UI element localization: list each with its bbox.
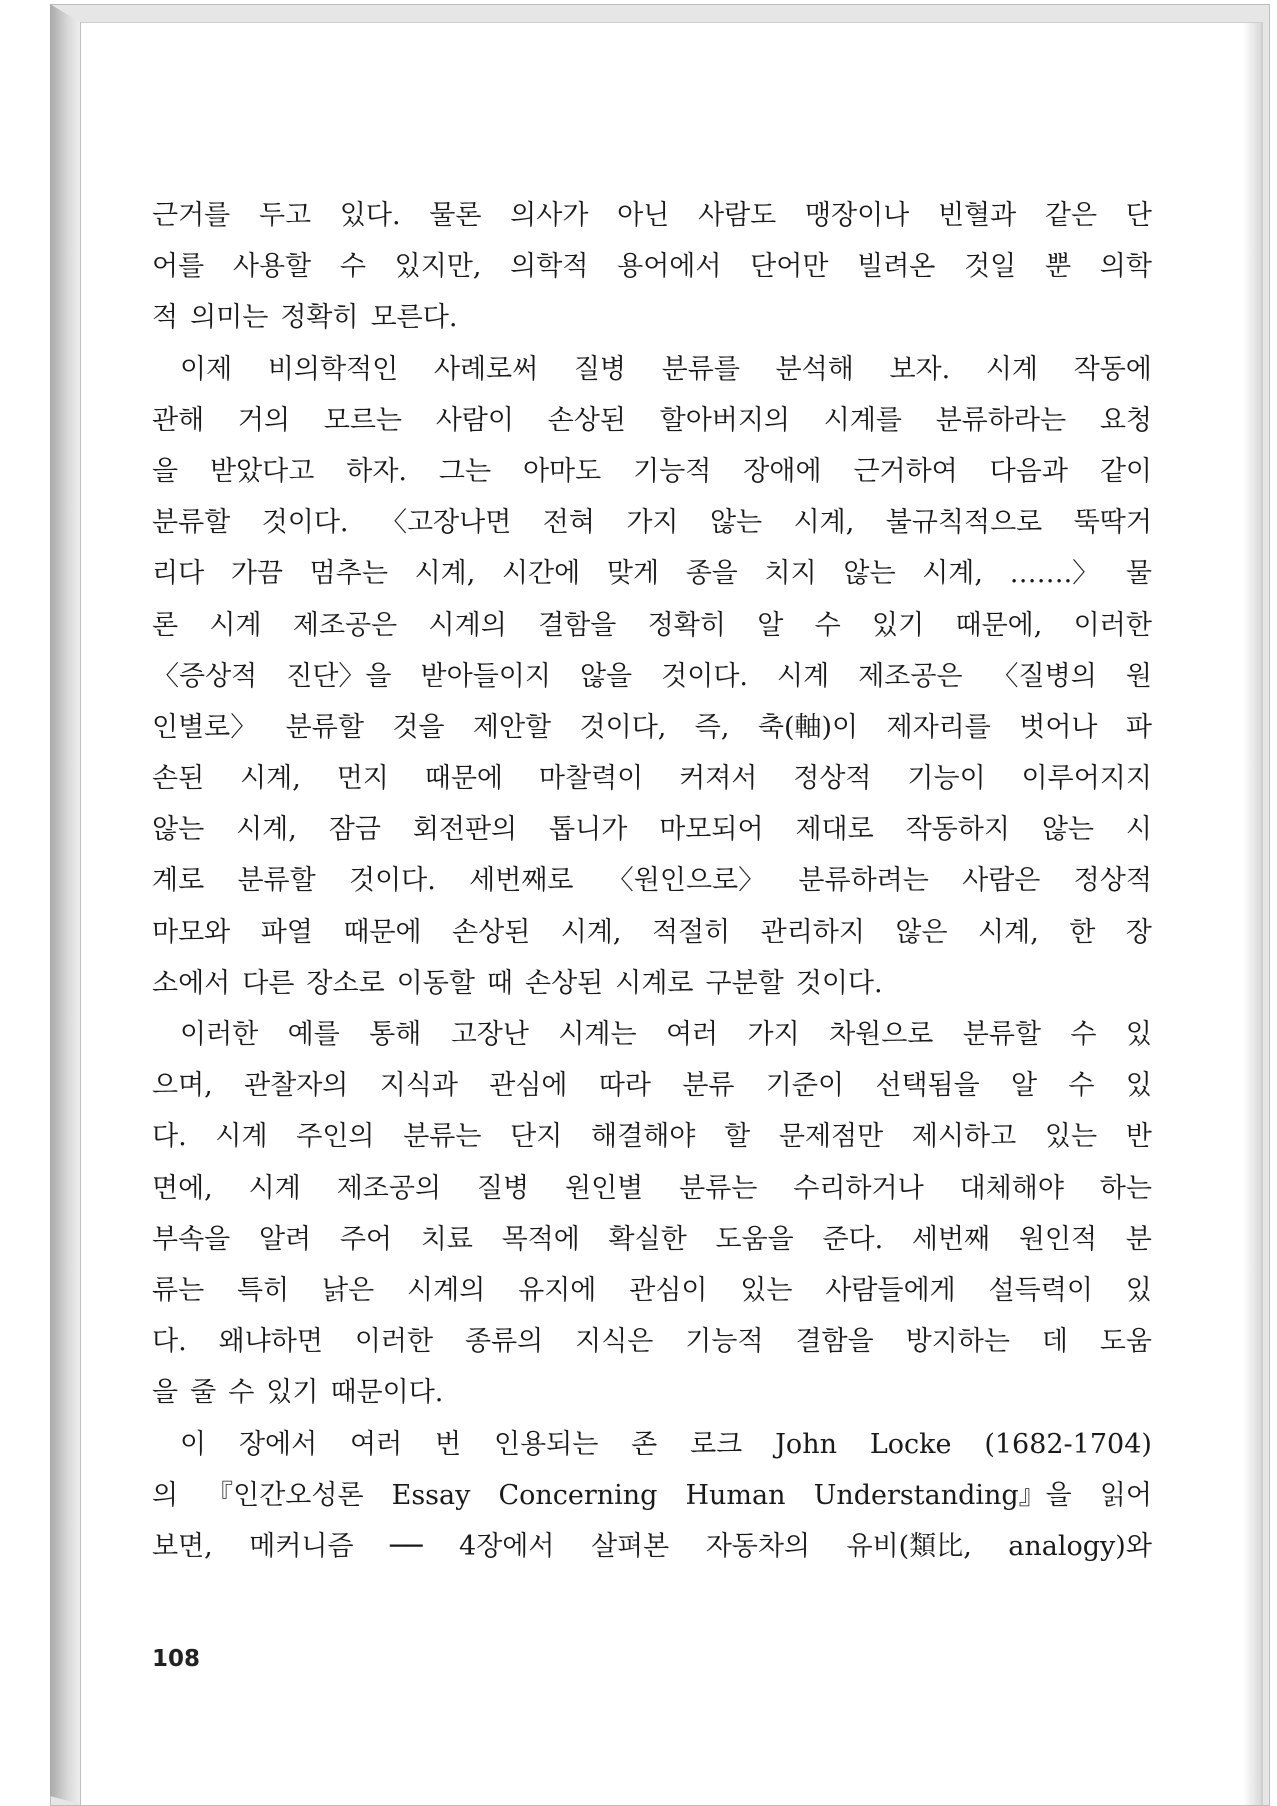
text-line: 으며, 관찰자의 지식과 관심에 따라 분류 기준이 선택됨을 알 수 있 (152, 1070, 1152, 1102)
text-line: 부속을 알려 주어 치료 목적에 확실한 도움을 준다. 세번째 원인적 분 (152, 1223, 1152, 1255)
text-line: 보면, 메커니즘 ── 4장에서 살펴본 자동차의 유비(類比, analogy)와 (152, 1530, 1152, 1562)
text-line: 근거를 두고 있다. 물론 의사가 아닌 사람도 맹장이나 빈혈과 같은 단 (152, 200, 1152, 231)
text-line: 관해 거의 모르는 사람이 손상된 할아버지의 시계를 분류하라는 요청 (152, 404, 1152, 436)
body-text (152, 190, 1152, 1572)
text-line: 리다 가끔 멈추는 시계, 시간에 맞게 종을 치지 않는 시계, …….〉 물 (152, 558, 1152, 590)
text-line: 이러한 예를 통해 고장난 시계는 여러 가지 차원으로 분류할 수 있 (180, 1019, 1152, 1050)
text-line: 을 받았다고 하자. 그는 아마도 기능적 장애에 근거하여 다음과 같이 (152, 455, 1152, 487)
text-line: 론 시계 제조공은 시계의 결함을 정확히 알 수 있기 때문에, 이러한 (152, 609, 1152, 641)
text-line: 어를 사용할 수 있지만, 의학적 용어에서 단어만 빌려온 것일 뿐 의학 (152, 251, 1152, 283)
book-spine-edge (50, 4, 80, 1804)
text-line: 마모와 파열 때문에 손상된 시계, 적절히 관리하지 않은 시계, 한 장 (152, 916, 1152, 948)
text-line: 분류할 것이다. 〈고장나면 전혀 가지 않는 시계, 불규칙적으로 뚝딱거 (152, 507, 1152, 539)
text-line: 계로 분류할 것이다. 세번째로 〈원인으로〉 분류하려는 사람은 정상적 (152, 865, 1152, 897)
text-line: 이제 비의학적인 사례로써 질병 분류를 분석해 보자. 시계 작동에 (180, 353, 1152, 385)
text-line: 다. 왜냐하면 이러한 종류의 지식은 기능적 결함을 방지하는 데 도움 (152, 1326, 1152, 1358)
text-line: 않는 시계, 잠금 회전판의 톱니가 마모되어 제대로 작동하지 않는 시 (152, 814, 1152, 846)
text-line: 적 의미는 정확히 모른다. (152, 302, 458, 334)
text-line: 손된 시계, 먼지 때문에 마찰력이 커져서 정상적 기능이 이루어지지 (152, 763, 1152, 795)
text-line: 면에, 시계 제조공의 질병 원인별 분류는 수리하거나 대체해야 하는 (152, 1172, 1152, 1204)
text-line: 류는 특히 낡은 시계의 유지에 관심이 있는 사람들에게 설득력이 있 (152, 1274, 1152, 1306)
text-line: 소에서 다른 장소로 이동할 때 손상된 시계로 구분할 것이다. (152, 967, 883, 999)
page-number: 108 (152, 1646, 201, 1672)
text-line: 다. 시계 주인의 분류는 단지 해결해야 할 문제점만 제시하고 있는 반 (152, 1121, 1152, 1153)
text-line: 인별로〉 분류할 것을 제안할 것이다, 즉, 축(軸)이 제자리를 벗어나 파 (152, 711, 1152, 743)
text-line: 이 장에서 여러 번 인용되는 존 로크 John Locke (1682-1704) (180, 1428, 1152, 1460)
text-line: 〈증상적 진단〉을 받아들이지 않을 것이다. 시계 제조공은 〈질병의 원 (152, 660, 1152, 692)
text-line: 의 『인간오성론 Essay Concerning Human Understanding』을 읽어 (152, 1479, 1152, 1511)
text-line: 을 줄 수 있기 때문이다. (152, 1377, 444, 1409)
page-right-shadow (1243, 23, 1261, 1805)
